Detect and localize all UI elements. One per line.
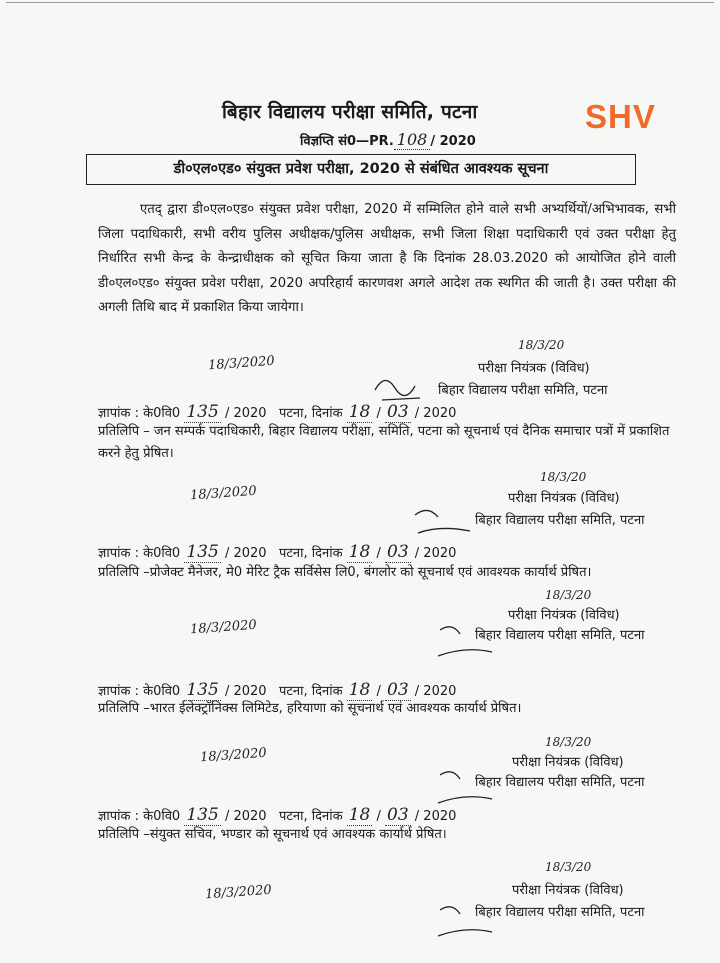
signature-mark: 18/3/20 [545, 588, 592, 602]
copy-recipient-2: प्रतिलिपि –प्रोजेक्ट मैनेजर, मे0 मेरिट ट्रैक सर्विसेस लि0, बंगलोर को सूचनार्थ एवं आवश्यक कार्यार्थ प्रेषित। [98, 565, 592, 580]
controller-title: परीक्षा नियंत्रक (विविध) [478, 361, 590, 376]
ref-prefix: ज्ञापांक : के0वि0 [98, 406, 181, 421]
ref-line-3: ज्ञापांक : के0वि0 135 / 2020 पटना, दिनांक 18 / 03 / 2020 [98, 680, 457, 700]
subject-box: डी०एल०एड० संयुक्त प्रवेश परीक्षा, 2020 से संबंधित आवश्यक सूचना [86, 154, 636, 185]
ref-day: 18 [348, 680, 371, 700]
signature-initial: 18/3/2020 [189, 617, 258, 638]
notice-body: एतद् द्वारा डी०एल०एड० संयुक्त प्रवेश परीक्षा, 2020 में सम्मिलित होने वाले सभी अभ्यर्थियों/अभिभावक, सभी जिला पदाधिकारी, सभी वरीय पुलिस अधीक्षक/पुलिस अधीक्षक, सभी जिला शिक्षा पदाधिकारी एवं उक्त परीक्षा हेतु निर्धारित सभी केन्द्र के केन्द्राधीक्षक को सूचित किया जाता है कि दिनांक 28.03.2020 को आयोजित होने वाली डी०एल०एड० संयुक्त प्रवेश परीक्षा, 2020 अपरिहार्य कारणवश अगले आदेश तक स्थगित की जाती है। उक्त परीक्षा की अगली तिथि बाद में प्रकाशित किया जायेगा। [98, 202, 676, 315]
ref-year: / 2020 [224, 684, 267, 699]
signature-mark: 18/3/20 [545, 860, 592, 874]
signature-mark: 18/3/20 [545, 735, 592, 749]
ref-date-year: / 2020 [414, 809, 457, 824]
scribble-mark [410, 505, 480, 545]
ref-line-4: ज्ञापांक : के0वि0 135 / 2020 पटना, दिनांक 18 / 03 / 2020 [98, 805, 457, 825]
controller-title: परीक्षा नियंत्रक (विविध) [508, 491, 620, 506]
ref-line-2: ज्ञापांक : के0वि0 135 / 2020 पटना, दिनांक 18 / 03 / 2020 [98, 542, 457, 562]
signature-mark: 18/3/20 [518, 338, 565, 352]
ref-year: / 2020 [224, 809, 267, 824]
board-title: बिहार विद्यालय परीक्षा समिति, पटना [222, 101, 478, 123]
top-border [6, 2, 714, 3]
samiti-name: बिहार विद्यालय परीक्षा समिति, पटना [475, 628, 645, 643]
notice-number [300, 130, 476, 149]
controller-title: परीक्षा नियंत्रक (विविध) [512, 883, 624, 898]
ref-day: 18 [348, 805, 371, 825]
ref-date-year: / 2020 [414, 546, 457, 561]
ref-line-1: ज्ञापांक : के0वि0 135 / 2020 पटना, दिनांक 18 / 03 / 2020 [98, 402, 457, 422]
ref-prefix: ज्ञापांक : के0वि0 [98, 684, 181, 699]
signature-initial: 18/3/2020 [189, 483, 258, 504]
notice-suffix: / 2020 [430, 134, 476, 149]
ref-place: पटना, दिनांक [278, 546, 343, 561]
ref-number: 135 [186, 542, 219, 562]
signature-initial: 18/3/2020 [207, 353, 276, 374]
ref-place: पटना, दिनांक [278, 406, 343, 421]
ref-date-year: / 2020 [414, 406, 457, 421]
samiti-name: बिहार विद्यालय परीक्षा समिति, पटना [475, 905, 645, 920]
controller-title: परीक्षा नियंत्रक (विविध) [512, 755, 624, 770]
scribble-mark [430, 620, 500, 665]
ref-month: 03 [387, 805, 409, 825]
samiti-name: बिहार विद्यालय परीक्षा समिति, पटना [438, 383, 608, 398]
ref-month: 03 [387, 680, 409, 700]
ref-day: 18 [348, 402, 371, 422]
ref-place: पटना, दिनांक [278, 684, 343, 699]
ref-month: 03 [387, 402, 409, 422]
ref-year: / 2020 [224, 406, 267, 421]
copy-recipient-3: प्रतिलिपि –भारत ईलेक्ट्रॉनिक्स लिमिटेड, हरियाणा को सूचनार्थ एवं आवश्यक कार्यार्थ प्रेषित। [98, 701, 522, 716]
notice-prefix: विज्ञप्ति सं0—PR. [300, 134, 394, 149]
ref-place: पटना, दिनांक [278, 809, 343, 824]
ref-number: 135 [186, 402, 219, 422]
signature-mark: 18/3/20 [540, 470, 587, 484]
controller-title: परीक्षा नियंत्रक (विविध) [508, 608, 620, 623]
ref-prefix: ज्ञापांक : के0वि0 [98, 809, 181, 824]
copy-recipient-4: प्रतिलिपि –संयुक्त सचिव, भण्डार को सूचनार्थ एवं आवश्यक कार्यार्थ प्रेषित। [98, 827, 447, 842]
ref-year: / 2020 [224, 546, 267, 561]
samiti-name: बिहार विद्यालय परीक्षा समिति, पटना [475, 775, 645, 790]
ref-month: 03 [387, 542, 409, 562]
scribble-mark [430, 765, 500, 810]
scribble-mark [370, 370, 430, 410]
notice-number-value: 108 [394, 130, 431, 150]
ref-date-year: / 2020 [414, 684, 457, 699]
copy-recipient-1: प्रतिलिपि – जन सम्पर्क पदाधिकारी, बिहार विद्यालय परीक्षा, समिति, पटना को सूचनार्थ एवं दैनिक समाचार पत्रों में प्रकाशित करने हेतु प्रेषित। [98, 424, 670, 461]
ref-day: 18 [348, 542, 371, 562]
signature-initial: 18/3/2020 [204, 882, 273, 903]
signature-initial: 18/3/2020 [199, 745, 268, 766]
scribble-mark [430, 900, 500, 945]
samiti-name: बिहार विद्यालय परीक्षा समिति, पटना [475, 513, 645, 528]
ref-number: 135 [186, 805, 219, 825]
ref-prefix: ज्ञापांक : के0वि0 [98, 546, 181, 561]
watermark-logo: SHV [585, 98, 656, 135]
ref-number: 135 [186, 680, 219, 700]
